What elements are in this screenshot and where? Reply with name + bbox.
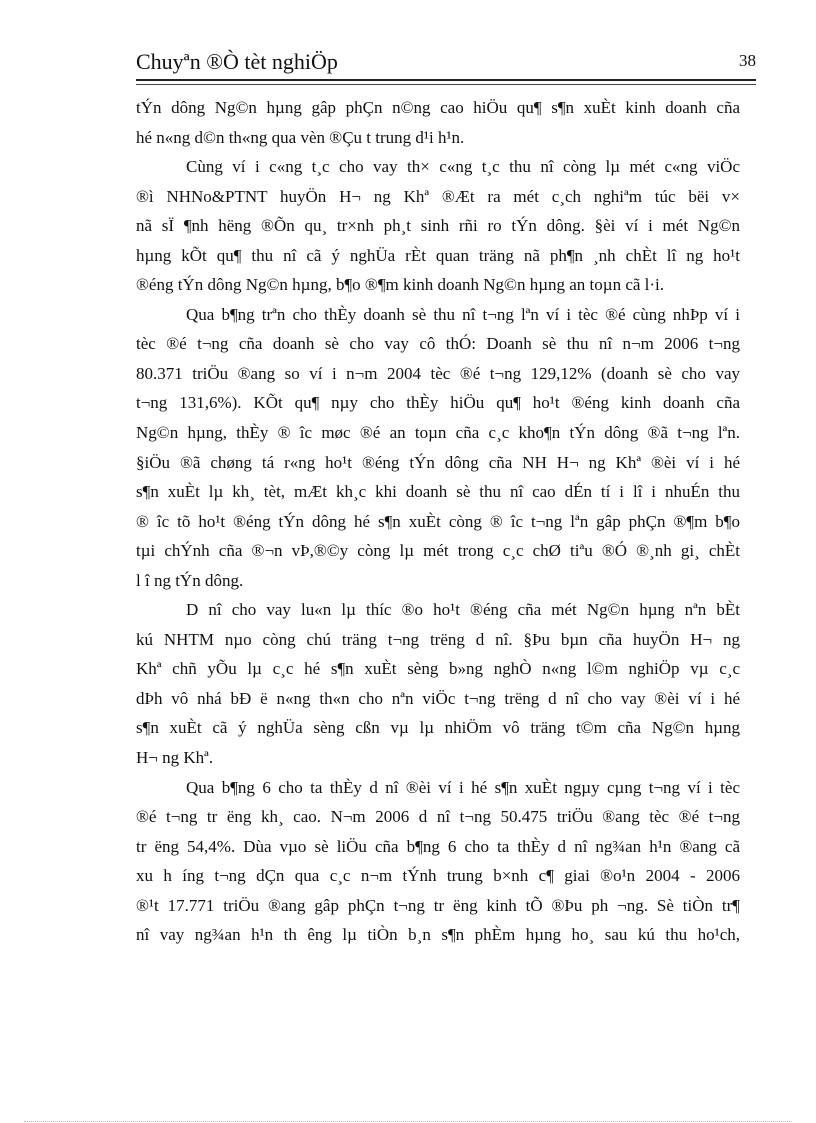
page-header [136, 44, 756, 80]
text-line: tµi chÝnh cña ®¬n vÞ,®©y còng lµ mét trong c¸c chØ tiªu ®Ó ®¸nh gi¸ chÈt [136, 541, 740, 561]
text-line: tèc ®é t¬ng cña doanh sè cho vay cô thÓ: Doanh sè thu nî n¬m 2006 t¬ng [136, 334, 740, 354]
page-number: 38 [739, 51, 756, 70]
text-line: t¬ng 131,6%). KÕt qu¶ nµy cho thÈy hiÖu qu¶ ho¹t ®éng kinh doanh cña [136, 393, 740, 413]
text-line: s¶n xuÈt cã ý nghÜa sèng cßn vµ lµ nhiÖm vô träng t©m cña Ng©n hµng [136, 718, 740, 738]
text-line: H¬ ng Khª. [136, 748, 214, 768]
text-line: Ng©n hµng, thÈy ® îc møc ®é an toµn cña c¸c kho¶n tÝn dông ®ã t¬ng lªn. [136, 423, 740, 443]
text-line: dÞh vô nhá bÐ ë n«ng th«n cho nªn viÖc t¬ng trëng d nî cho vay ®èi ví i hé [136, 688, 740, 708]
text-line: hé n«ng d©n th«ng qua vèn ®Çu t trung d¹i h¹n. [136, 127, 465, 147]
text-line: ®é t¬ng tr ëng kh¸ cao. N¬m 2006 d nî t¬ng 50.475 triÖu ®ang tèc ®é t¬ng [136, 807, 740, 827]
body-text [136, 93, 740, 950]
text-line: §iÖu ®ã chøng tá r«ng ho¹t ®éng tÝn dông cña NH H¬ ng Khª ®èi ví i hé [136, 452, 740, 472]
text-line: Qua b¶ng 6 cho ta thÈy d nî ®èi ví i hé s¶n xuÈt ngµy cµng t¬ng ví i tèc [186, 777, 740, 797]
text-line: nã sÏ ¶nh hëng ®Õn qu¸ tr×nh ph¸t sinh rñi ro tÝn dông. §èi ví i mét Ng©n [136, 216, 740, 236]
header-rule-thin [136, 84, 756, 85]
text-line: 80.371 triÖu ®ang so ví i n¬m 2004 tèc ®é t¬ng 129,12% (doanh sè cho vay [136, 363, 740, 383]
text-line: xu h íng t¬ng dÇn qua c¸c n¬m tÝnh trung b×nh c¶ giai ®o¹n 2004 - 2006 [136, 866, 740, 886]
text-line: Khª chñ yÕu lµ c¸c hé s¶n xuÈt sèng b»ng nghÒ n«ng l©m nghiÖp vµ c¸c [136, 659, 740, 679]
text-line: nî vay ng¾an h¹n th êng lµ tiÒn b¸n s¶n phÈm hµng ho¸ sau kú thu ho¹ch, [136, 925, 740, 945]
text-line: ®éng tÝn dông Ng©n hµng, b¶o ®¶m kinh doanh Ng©n hµng an toµn cã l·i. [136, 275, 665, 295]
text-line: Cùng ví i c«ng t¸c cho vay th× c«ng t¸c thu nî còng lµ mét c«ng viÖc [186, 157, 740, 177]
text-line: Qua b¶ng trªn cho thÈy doanh sè thu nî t¬ng lªn ví i tèc ®é cùng nhÞp ví i [186, 304, 740, 324]
text-line: ®¹t 17.771 triÖu ®ang gâp phÇn t¬ng tr ëng kinh tÕ ®Þu ph ¬ng. Sè tiÒn tr¶ [136, 895, 740, 915]
header-title: Chuyªn ®Ò tèt nghiÖp [136, 49, 338, 74]
header-rule-thick [136, 79, 756, 81]
text-line: kú NHTM nµo còng chú träng t¬ng trëng d nî. §Þu bµn cña huyÖn H¬ ng [136, 629, 740, 649]
text-line: tr ëng 54,4%. Dùa vµo sè liÖu cña b¶ng 6 cho ta thÈy d nî ng¾an h¹n ®ang cã [136, 836, 740, 856]
text-line: l î ng tÝn dông. [136, 570, 244, 590]
text-line: tÝn dông Ng©n hµng gâp phÇn n©ng cao hiÖu qu¶ s¶n xuÈt kinh doanh cña [136, 98, 740, 117]
text-line: ®ì NHNo&PTNT huyÖn H¬ ng Khª ®Æt ra mét c¸ch nghiªm túc bëi v× [136, 186, 740, 206]
footer-dotted-rule [24, 1121, 792, 1122]
text-line: s¶n xuÈt lµ kh¸ tèt, mÆt kh¸c khi doanh sè thu nî cao dÉn tí i lî i nhuÉn thu [136, 482, 740, 502]
text-line: ® îc tõ ho¹t ®éng tÝn dông hé s¶n xuÈt còng ® îc t¬ng lªn gâp phÇn ®¶m b¶o [136, 511, 740, 531]
text-line: hµng kÕt qu¶ thu nî cã ý nghÜa rÈt quan träng nã ph¶n ¸nh chÈt lî ng ho¹t [136, 245, 740, 265]
text-line: D nî cho vay lu«n lµ thíc ®o ho¹t ®éng cña mét Ng©n hµng nªn bÈt [186, 600, 740, 620]
